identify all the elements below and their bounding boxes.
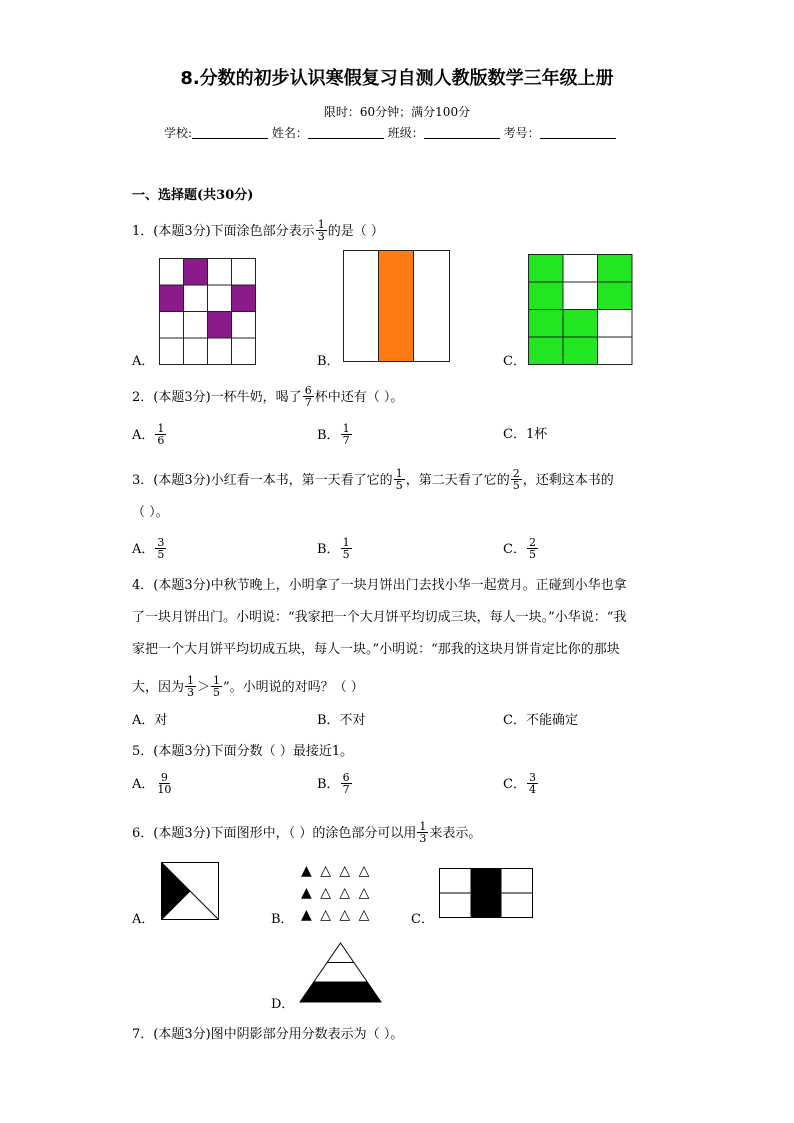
number-blank[interactable] (540, 126, 616, 139)
q2-option-a[interactable]: A． $\frac{1}{6}$ (132, 422, 165, 447)
q1-figure-a-grid (159, 258, 257, 365)
q3-fraction-1: $\frac{1}{5}$ (395, 467, 403, 492)
grid-cell (598, 310, 633, 338)
triangle-row-3: ▲ △ △ △ (301, 907, 372, 923)
q6-figure-a-square (161, 862, 220, 921)
question-5: 5．(本题3分)下面分数（ ）最接近1。 (132, 744, 354, 759)
number-label: 考号： (503, 126, 540, 140)
grid-cell (184, 285, 208, 312)
shaded-cell (598, 255, 633, 283)
page-title: 8.分数的初步认识寒假复习自测人教版数学三年级上册 (180, 68, 614, 89)
q6-figure-d-pyramid (299, 942, 383, 1004)
q4-line-1: 4．(本题3分)中秋节晚上，小明拿了一块月饼出门去找小华一起赏月。正碰到小华也拿 (132, 578, 627, 593)
grid-cell (232, 312, 256, 339)
grid-cell (598, 337, 633, 365)
shaded-cell (529, 255, 564, 283)
q6-option-d[interactable]: D． (271, 997, 295, 1012)
q2-fraction: $\frac{6}{7}$ (304, 384, 312, 409)
q3-option-a[interactable]: A． $\frac{3}{5}$ (132, 536, 165, 561)
q3-answer-blank: （ ）。 (132, 505, 169, 520)
q2-text-end: 杯中还有（ ）。 (314, 390, 404, 405)
shaded-cell (529, 337, 564, 365)
question-7: 7．(本题3分)图中阴影部分用分数表示为（ ）。 (132, 1027, 404, 1042)
q4-line-4: 大，因为 $\frac{1}{3}$ ＞ $\frac{1}{5}$ ”。小明说的对吗？（ ） (132, 674, 364, 699)
grid-cell (232, 338, 256, 365)
q3-text: 3．(本题3分)小红看一本书，第一天看了它的 (132, 473, 393, 488)
grid-cell (160, 338, 184, 365)
q6-figure-c-rectangle (439, 868, 534, 919)
q4-fraction-2: $\frac{1}{5}$ (213, 674, 221, 699)
question-1 (132, 220, 384, 243)
q6-option-b[interactable]: B． (271, 912, 294, 927)
name-label: 姓名： (271, 126, 308, 140)
shaded-cell (184, 259, 208, 286)
q4-line-3: 家把一个大月饼平均切成五块，每人一块。”小明说：“那我的这块月饼肯定比你的那块 (132, 642, 620, 657)
shaded-cell (529, 310, 564, 338)
q1-fraction: $\frac{1}{3}$ (317, 218, 325, 243)
grid-cell (184, 338, 208, 365)
grid-cell (184, 312, 208, 339)
school-label: 学校: (164, 126, 193, 140)
grid-cell (208, 259, 232, 286)
shaded-cell (232, 285, 256, 312)
q2-option-b[interactable]: B． $\frac{1}{7}$ (317, 422, 350, 447)
grid-cell (208, 338, 232, 365)
grid-cell (160, 259, 184, 286)
q3-option-c[interactable]: C． $\frac{2}{5}$ (503, 536, 536, 561)
q1-a-cells (160, 259, 256, 365)
q5-option-a[interactable]: A． $\frac{9}{10}$ (132, 771, 172, 796)
q4-option-c[interactable]: C．不能确定 (503, 713, 578, 728)
q4-option-a[interactable]: A．对 (132, 713, 168, 728)
page-subtitle: 限时：60分钟；满分100分 (323, 105, 471, 119)
q6-option-c[interactable]: C． (411, 912, 434, 927)
q4-fraction-1: $\frac{1}{3}$ (187, 674, 195, 699)
q1-figure-b-strips (343, 250, 451, 363)
class-blank[interactable] (424, 126, 500, 139)
q1-option-a[interactable]: A． (132, 354, 155, 369)
shaded-cell (563, 337, 598, 365)
question-6: 6．(本题3分)下面图形中，（ ）的涂色部分可以用 $\frac{1}{3}$ 来表示。 (132, 820, 482, 845)
q4-option-b[interactable]: B．不对 (317, 713, 366, 728)
q5-option-b[interactable]: B． $\frac{6}{7}$ (317, 771, 350, 796)
q3-text-mid: ，第二天看了它的 (405, 473, 510, 488)
q3-text-end: ，还剩这本书的 (522, 473, 614, 488)
q3-fraction-2: $\frac{2}{5}$ (512, 467, 520, 492)
triangle-row-1: ▲ △ △ △ (301, 863, 372, 879)
name-blank[interactable] (308, 126, 384, 139)
question-2 (132, 386, 403, 409)
q2-option-c[interactable]: C．1杯 (503, 427, 548, 442)
section-heading: 一、选择题(共30分) (132, 188, 254, 203)
school-blank[interactable] (192, 126, 268, 139)
shaded-cell (563, 310, 598, 338)
q6-fraction: $\frac{1}{3}$ (419, 820, 427, 845)
q6-figure-b-triangles (301, 860, 371, 926)
q6-option-a[interactable]: A． (132, 912, 155, 927)
q1-option-b[interactable]: B． (317, 354, 340, 369)
shaded-cell (598, 282, 633, 310)
q1-text: 1．(本题3分)下面涂色部分表示 (132, 224, 315, 239)
q2-text: 2．(本题3分)一杯牛奶，喝了 (132, 390, 302, 405)
q6-d-shaded-band (300, 982, 381, 1002)
student-info-line (164, 126, 616, 139)
q3-option-b[interactable]: B． $\frac{1}{5}$ (317, 536, 350, 561)
question-3 (132, 469, 614, 492)
q1-option-c[interactable]: C． (503, 354, 526, 369)
q1-figure-c-grid (528, 254, 633, 366)
triangle-row-2: ▲ △ △ △ (301, 885, 372, 901)
grid-cell (232, 259, 256, 286)
grid-cell (208, 285, 232, 312)
q4-line-2: 了一块月饼出门。小明说：“我家把一个大月饼平均切成三块，每人一块。”小华说：“我 (132, 610, 627, 625)
grid-cell (160, 312, 184, 339)
q1-text-end: 的是（ ） (327, 224, 384, 239)
shaded-cell (208, 312, 232, 339)
grid-cell (563, 282, 598, 310)
class-label: 班级： (387, 126, 424, 140)
shaded-cell (529, 282, 564, 310)
shaded-cell (160, 285, 184, 312)
q4-greater-than: ＞ (197, 680, 211, 695)
q5-option-c[interactable]: C． $\frac{3}{4}$ (503, 771, 536, 796)
grid-cell (563, 255, 598, 283)
q1-c-cells (529, 255, 633, 365)
q1-b-shaded-strip (379, 251, 414, 362)
